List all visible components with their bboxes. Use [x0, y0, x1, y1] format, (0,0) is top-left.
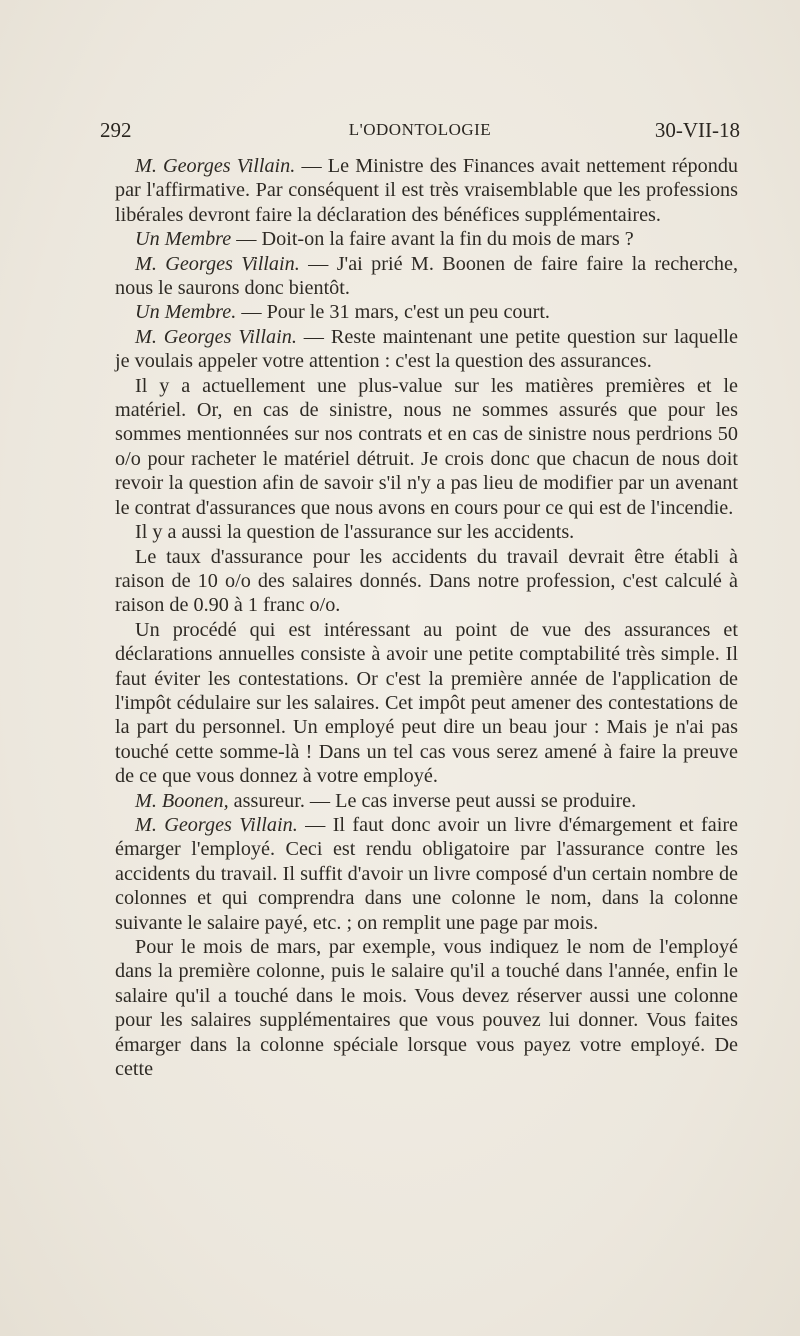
paragraph-text: — Le Ministre des Finances avait nettement répondu par l'affirmative. Par conséquent il est très vraisemblable que les professions libérales devront faire la déclaration des bénéfices supplémentaires. — [115, 155, 739, 226]
speaker-name: M. Georges Villain. — [135, 155, 296, 177]
paragraph — [115, 935, 738, 1081]
paragraph — [115, 813, 738, 935]
paragraph-text: — Pour le 31 mars, c'est un peu court. — [236, 301, 550, 324]
article-body — [115, 154, 738, 1081]
issue-date: 30-VII-18 — [654, 118, 740, 142]
paragraph-text: — Doit-on la faire avant la fin du mois de mars ? — [231, 228, 634, 251]
paragraph-text: Il y a aussi la question de l'assurance sur les accidents. — [135, 521, 575, 544]
page-number: 292 — [100, 118, 132, 142]
speaker-name: M. Georges Villain. — [135, 252, 300, 275]
speaker-name: Un Membre — [135, 228, 232, 251]
paragraph-text: Il y a actuellement une plus-value sur les matières premières et le matériel. Or, en cas de sinistre, nous ne sommes assurés que pour les sommes mentionnées sur nos contrats et en cas de sinistre nous perdrions 50 o/o pour racheter le matériel détruit. Je crois donc que chacun de nous doit revoir la question afin de savoir s'il n'y a pas lieu de modifier par un avenant le contrat d'assurances que nous avons en cours pour ce qui est de l'incendie. — [115, 374, 738, 519]
paragraph — [115, 325, 738, 374]
paragraph — [115, 789, 738, 813]
speaker-name: M. Boonen, — [135, 789, 229, 812]
paragraph — [115, 227, 738, 251]
paragraph-text: Pour le mois de mars, par exemple, vous indiquez le nom de l'employé dans la première colonne, puis le salaire qu'il a touché dans l'année, enfin le salaire qu'il a touché dans le mois. Vous devez réserver aussi une colonne pour les salaires supplémentaires que vous pouvez lui donner. Vous faites émarger dans la colonne spéciale lorsque vous payez votre employé. De cette — [115, 936, 738, 1081]
paragraph — [115, 252, 738, 301]
speaker-name: M. Georges Villain. — [135, 325, 297, 348]
paragraph — [115, 545, 738, 618]
paragraph-text: — Reste maintenant une petite question sur laquelle je voulais appeler votre attention : c'est la question des assurances. — [115, 325, 738, 373]
paragraph — [115, 520, 738, 544]
paragraph — [115, 300, 738, 324]
journal-title: L'ODONTOLOGIE — [348, 120, 492, 139]
paragraph — [115, 154, 738, 227]
paragraph-text: Le taux d'assurance pour les accidents du travail devrait être établi à raison de 10 o/o des salaires donnés. Dans notre profession, c'est calculé à raison de 0.90 à 1 franc o/o. — [115, 545, 738, 617]
paragraph-text: Un procédé qui est intéressant au point de vue des assurances et déclarations annuelles consiste à avoir une petite comptabilité très simple. Il faut éviter les contestations. Or c'est la première année de l'application de l'impôt cédulaire sur les salaires. Cet impôt peut amener des contestations de la part du personnel. Un employé peut dire un beau jour : Mais je n'ai pas touché cette somme-là ! Dans un tel cas vous serez amené à faire la preuve de ce que vous donnez à votre employé. — [115, 618, 738, 788]
paragraph — [115, 618, 738, 789]
speaker-name: Un Membre. — [135, 301, 237, 324]
paragraph-text: — J'ai prié M. Boonen de faire faire la recherche, nous le saurons donc bientôt. — [115, 252, 738, 300]
paragraph-text: — Il faut donc avoir un livre d'émargement et faire émarger l'employé. Ceci est rendu obligatoire par l'assurance contre les accidents du travail. Il suffit d'avoir un livre composé d'un certain nombre de colonnes et qui comprendra dans une colonne le nom, dans la colonne suivante le salaire payé, etc. ; on remplit une page par mois. — [115, 813, 738, 934]
running-header — [100, 118, 740, 148]
paragraph-text: assureur. — Le cas inverse peut aussi se produire. — [228, 789, 637, 812]
speaker-name: M. Georges Villain. — [135, 813, 298, 836]
paragraph — [115, 374, 738, 520]
